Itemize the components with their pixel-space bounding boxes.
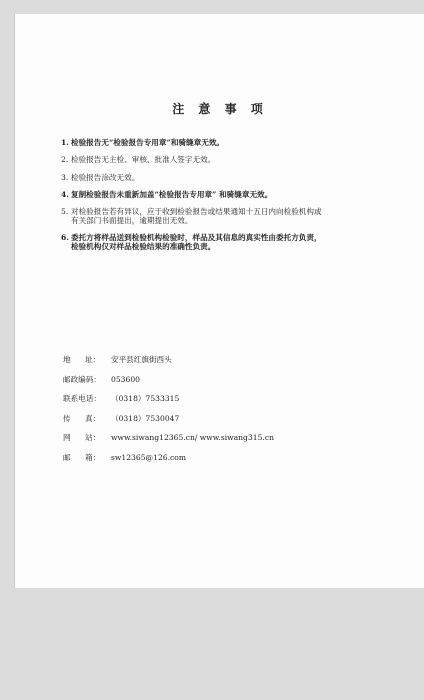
contact-label: 联系电话： xyxy=(63,394,101,403)
contact-row-fax xyxy=(63,414,383,423)
note-number: 5. xyxy=(61,207,69,217)
contact-label: 传 真： xyxy=(63,413,101,423)
note-line: 检验报告无主检、审核、批准人签字无效。 xyxy=(71,155,216,165)
note-number: 2. xyxy=(61,155,69,165)
list-item xyxy=(61,155,401,164)
note-text xyxy=(71,207,401,225)
note-line: 对检验报告若有异议，应于收到检验报告或结果通知十五日内向检验机构或 xyxy=(71,207,322,217)
contact-row-phone xyxy=(63,394,383,403)
contact-label: 邮 箱： xyxy=(63,452,101,462)
note-number: 1. xyxy=(61,138,69,147)
contact-row-email xyxy=(63,453,383,462)
note-line: 委托方将样品送到检验机构检验时，样品及其信息的真实性由委托方负责， xyxy=(71,233,322,243)
page-title: 注 意 事 项 xyxy=(172,102,268,116)
note-number: 4. xyxy=(61,189,69,199)
contact-row-website xyxy=(63,433,383,442)
contact-value: www.siwang12365.cn/ www.siwang315.cn xyxy=(111,433,274,442)
note-number: 3. xyxy=(61,172,69,182)
note-text xyxy=(71,190,401,199)
contact-row-postcode xyxy=(63,375,383,384)
contact-value: 053600 xyxy=(111,374,140,384)
document-page xyxy=(14,14,424,588)
contact-value: （0318）7530047 xyxy=(111,413,180,423)
note-line: 复制检验报告未重新加盖“检验报告专用章” 和骑缝章无效。 xyxy=(71,189,273,199)
notes-list xyxy=(61,138,401,260)
note-line: 检验报告涂改无效。 xyxy=(71,172,140,182)
note-line: 检验机构仅对样品检验结果的准确性负责。 xyxy=(71,242,216,252)
contact-label: 地 址： xyxy=(63,355,101,364)
contact-row-address xyxy=(63,355,383,364)
list-item xyxy=(61,138,401,147)
note-text xyxy=(71,138,401,147)
note-text xyxy=(71,173,401,182)
contact-value: （0318）7533315 xyxy=(111,394,180,403)
list-item xyxy=(61,207,401,225)
list-item xyxy=(61,173,401,182)
note-text xyxy=(71,233,401,251)
note-number: 6. xyxy=(61,233,69,243)
contact-value: sw12365@126.com xyxy=(111,452,187,462)
list-item xyxy=(61,190,401,199)
note-text xyxy=(71,155,401,164)
contact-info xyxy=(63,355,383,472)
contact-label: 网 站： xyxy=(63,433,101,442)
list-item xyxy=(61,233,401,251)
note-line: 有关部门书面提出，逾期提出无效。 xyxy=(71,216,193,226)
note-line: 检验报告无“检验报告专用章”和骑缝章无效。 xyxy=(71,138,225,147)
contact-value: 安平县红旗街西头 xyxy=(111,355,172,364)
contact-label: 邮政编码： xyxy=(63,374,101,384)
